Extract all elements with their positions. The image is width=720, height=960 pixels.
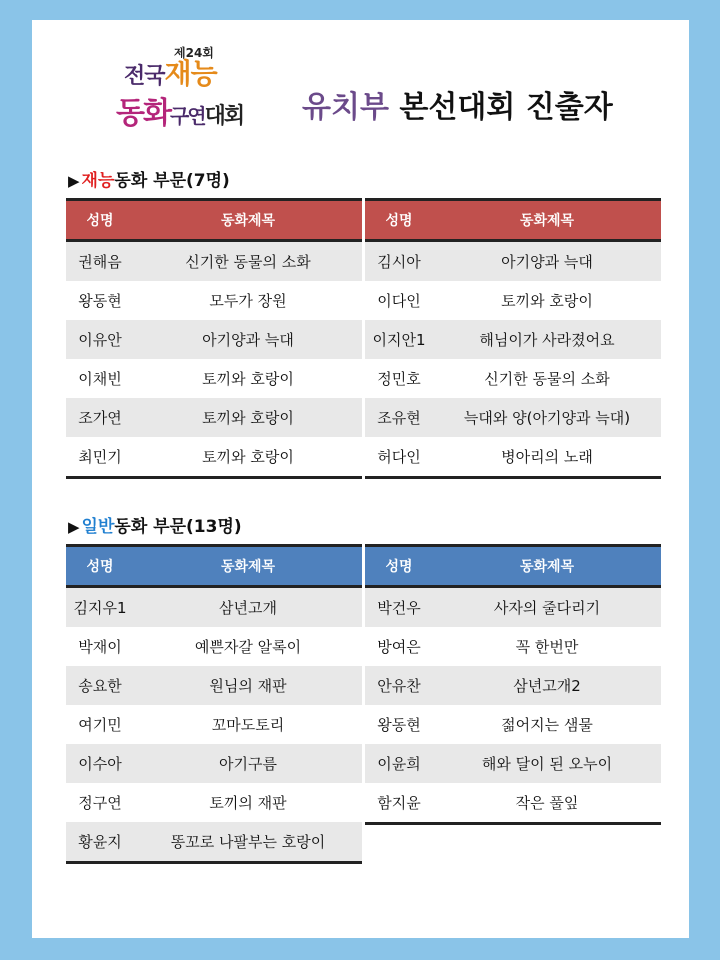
participant-name: 이다인 (377, 292, 421, 310)
general-table-left (66, 544, 362, 864)
talent-table-right (365, 198, 661, 479)
story-title: 병아리의 노래 (433, 437, 661, 478)
table-row (66, 281, 362, 320)
participant-name: 최민기 (66, 437, 134, 478)
page-title-rest: 본선대회 진출자 (388, 90, 613, 125)
story-title: 똥꼬로 나팔부는 호랑이 (134, 822, 362, 863)
story-title: 꼭 한번만 (515, 638, 579, 656)
table-row (66, 627, 362, 666)
story-title: 신기한 동물의 소화 (484, 370, 610, 388)
story-title: 삼년고개2 (433, 666, 661, 705)
table-row (66, 744, 362, 783)
story-title: 아기양과 늑대 (134, 320, 362, 359)
participant-name: 박재이 (78, 638, 122, 656)
participant-name: 송요한 (66, 666, 134, 705)
story-title: 삼년고개 (134, 587, 362, 628)
column-header-name: 성명 (66, 546, 134, 587)
table-row (66, 705, 362, 744)
story-title: 모두가 장원 (209, 292, 287, 310)
participant-name: 왕동현 (377, 716, 421, 734)
table-row (66, 822, 362, 863)
section-label: 동화 부문(13명) (114, 517, 242, 537)
triangle-right-icon: ▶ (68, 518, 80, 536)
table-row (365, 705, 661, 744)
story-title: 토끼의 재판 (209, 794, 287, 812)
table-row (66, 783, 362, 822)
column-header-story: 동화제목 (134, 200, 362, 241)
participant-name: 안유찬 (365, 666, 433, 705)
story-title: 꼬마도토리 (211, 716, 285, 734)
participant-name: 권해음 (66, 241, 134, 282)
table-row (365, 398, 661, 437)
participant-name: 방여은 (377, 638, 421, 656)
table-row (365, 359, 661, 398)
participant-name: 황윤지 (66, 822, 134, 863)
participant-name: 허다인 (365, 437, 433, 478)
logo-word-talent: 재능 (164, 57, 217, 90)
participant-name: 여기민 (78, 716, 122, 734)
participant-name: 이유안 (66, 320, 134, 359)
participant-name: 조유현 (365, 398, 433, 437)
participant-name: 조가연 (66, 398, 134, 437)
participant-name: 이수아 (66, 744, 134, 783)
participant-name: 이채빈 (78, 370, 122, 388)
table-row (365, 627, 661, 666)
story-title: 토끼와 호랑이 (202, 370, 294, 388)
logo-line-2 (116, 88, 243, 132)
section-highlight: 재능 (81, 171, 115, 191)
page-sheet (32, 20, 689, 938)
triangle-right-icon: ▶ (68, 172, 80, 190)
column-header-story: 동화제목 (433, 200, 661, 241)
table-row (365, 320, 661, 359)
table-row (365, 587, 661, 628)
section-title-talent (68, 166, 230, 191)
participant-name: 김시아 (365, 241, 433, 282)
section-title-general (68, 512, 242, 537)
table-row (365, 241, 661, 282)
story-title: 젊어지는 샘물 (501, 716, 593, 734)
table-row (66, 587, 362, 628)
table-row (66, 320, 362, 359)
story-title: 원님의 재판 (134, 666, 362, 705)
story-title: 아기구름 (134, 744, 362, 783)
table-row (365, 437, 661, 478)
page-title (302, 82, 613, 126)
story-title: 토끼와 호랑이 (134, 437, 362, 478)
story-title: 늑대와 양(아기양과 늑대) (433, 398, 661, 437)
participant-name: 왕동현 (78, 292, 122, 310)
participant-name: 박건우 (365, 587, 433, 628)
table-row (66, 666, 362, 705)
story-title: 토끼와 호랑이 (134, 398, 362, 437)
table-row (365, 281, 661, 320)
table-row (66, 241, 362, 282)
logo-word-national: 전국 (124, 64, 165, 89)
table-row (365, 666, 661, 705)
column-header-name: 성명 (365, 200, 433, 241)
participant-name: 이윤희 (365, 744, 433, 783)
story-title: 해님이가 사라졌어요 (433, 320, 661, 359)
logo-line-1 (124, 52, 217, 92)
participant-name: 이지안1 (365, 320, 433, 359)
talent-table-left (66, 198, 362, 479)
logo-word-story: 동화 (116, 96, 170, 131)
story-title: 사자의 줄다리기 (433, 587, 661, 628)
participant-name: 김지우1 (66, 587, 134, 628)
table-row (365, 783, 661, 824)
story-title: 해와 달이 된 오누이 (433, 744, 661, 783)
column-header-name: 성명 (365, 546, 433, 587)
story-title: 토끼와 호랑이 (501, 292, 593, 310)
logo-edition: 제24회 (174, 46, 214, 60)
logo-word-telling: 구연 (169, 104, 205, 128)
section-label: 동화 부문(7명) (114, 171, 230, 191)
story-title: 예쁜자갈 알록이 (194, 638, 302, 656)
participant-name: 함지윤 (365, 783, 433, 824)
column-header-story: 동화제목 (134, 546, 362, 587)
participant-name: 정구연 (78, 794, 122, 812)
story-title: 작은 풀잎 (433, 783, 661, 824)
story-title: 아기양과 늑대 (433, 241, 661, 282)
story-title: 신기한 동물의 소화 (134, 241, 362, 282)
column-header-name: 성명 (66, 200, 134, 241)
section-highlight: 일반 (81, 517, 115, 537)
participant-name: 정민호 (377, 370, 421, 388)
page-title-highlight: 유치부 (302, 90, 389, 125)
table-row (66, 359, 362, 398)
contest-logo (116, 44, 276, 131)
table-row (66, 398, 362, 437)
column-header-story: 동화제목 (433, 546, 661, 587)
general-table-right (365, 544, 661, 825)
table-row (365, 744, 661, 783)
table-row (66, 437, 362, 478)
logo-word-contest: 대회 (204, 104, 244, 129)
